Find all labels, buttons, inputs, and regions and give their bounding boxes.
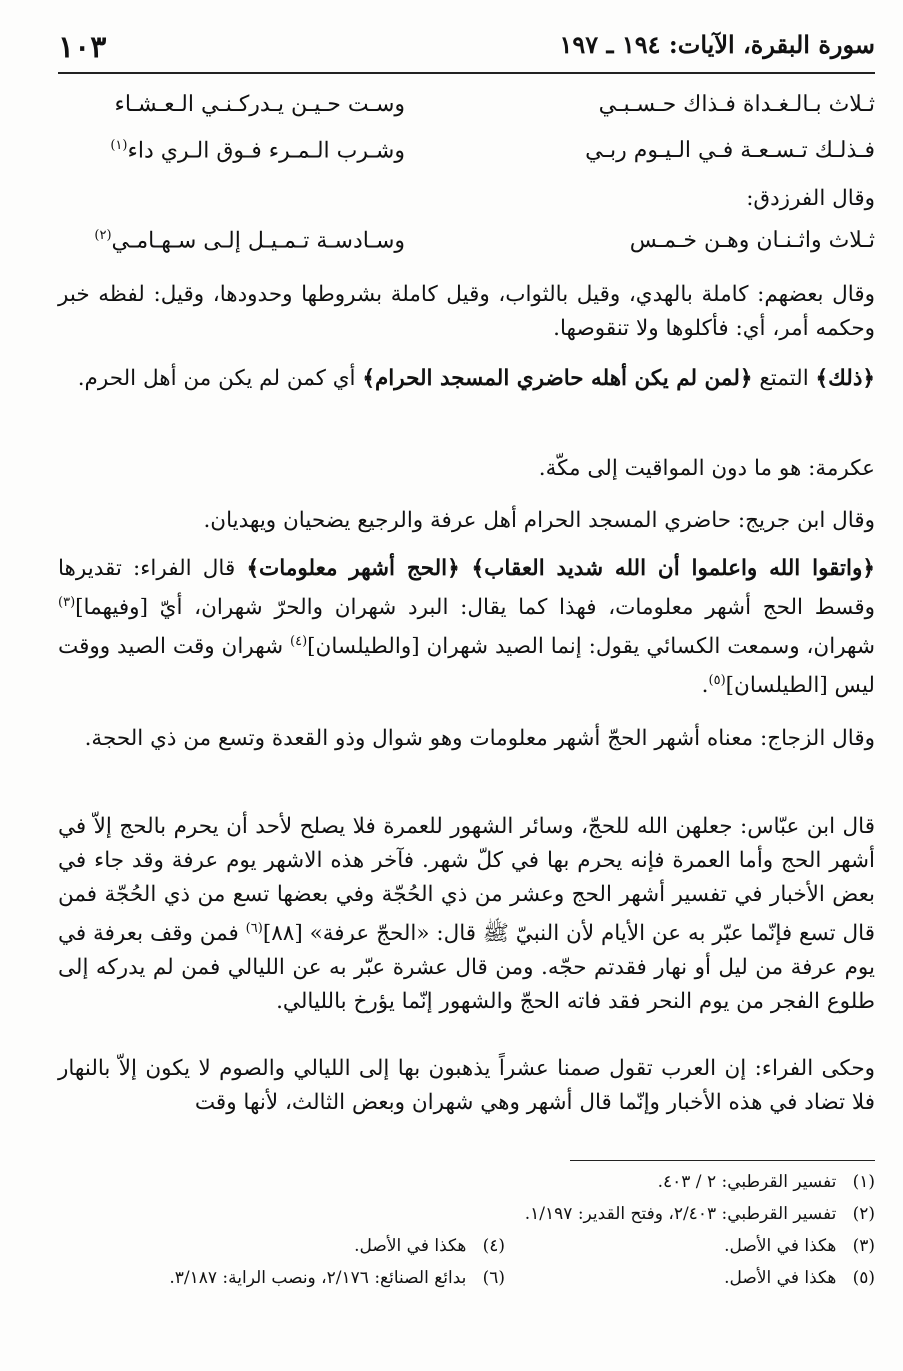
footnote-2: [525, 1204, 875, 1224]
verse-text: وسـادسـة تـمـيـل إلـى سـهـامـي: [111, 228, 405, 254]
verse-line-2: [58, 138, 875, 178]
text: قال الفراء: تقديرها وقسط الحج أشهر معلومات، فهذا كما يقال: البرد شهران والحرّ شهران، أيّ [وفيهما]: [58, 556, 875, 621]
verse-line-1: [58, 92, 875, 132]
footnote-6: [169, 1268, 505, 1288]
footnote-text: هكذا في الأصل.: [724, 1268, 837, 1288]
footnote-number: (٣): [852, 1236, 875, 1256]
verse-hemistich-1: فـذلـك تـسـعـة فـي الـيـوم ربـي: [585, 138, 875, 163]
text: .: [701, 673, 709, 699]
footnote-number: (٤): [482, 1236, 505, 1256]
footnote-ref: (٢): [94, 228, 112, 243]
paragraph-8: وحكى الفراء: إن العرب تقول صمنا عشراً يذهبون بها إلى الليالي والصوم لا يكون إلاّ بالنهار فلا تضاد في هذه الأخبار وإنّما قال أشهر وهي شهران وبعض الثالث، لأنها وقت: [58, 1056, 875, 1115]
verse-hemistich-2: [94, 228, 405, 253]
footnote-text: بدائع الصنائع: ٢/١٧٦، ونصب الراية: ٣/١٨٧.: [169, 1268, 467, 1288]
verse-text: وشـرب الـمـرء فـوق الـري داء: [127, 138, 405, 164]
footnote-text: هكذا في الأصل.: [354, 1236, 467, 1256]
footnote-number: (١): [852, 1172, 875, 1192]
footnote-ref: (١): [110, 138, 128, 153]
quran-quote: ﴿واتقوا الله واعلموا أن الله شديد العقاب﴾ ﴿الحج أشهر معلومات﴾: [246, 556, 875, 581]
quran-quote: ﴿ذلك﴾: [815, 366, 875, 391]
footnote-number: (٥): [852, 1268, 875, 1288]
verse-hemistich-2: وسـت حـيـن يـدركـنـي الـعـشـاء: [114, 92, 405, 117]
verse-hemistich-2: [110, 138, 405, 163]
footnote-number: (٢): [852, 1204, 875, 1224]
page-header: [58, 30, 875, 64]
header-rule: [58, 72, 875, 74]
footnote-ref: (٥): [708, 673, 726, 689]
page-number: ١٠٣: [58, 30, 107, 65]
text: شهران، وسمعت الكسائي يقول: إنما الصيد شهران [والطيلسان]: [307, 634, 875, 660]
verse-hemistich-1: ثـلاث واثـنـان وهـن خـمـس: [629, 228, 875, 253]
paragraph-4: وقال ابن جريج: حاضري المسجد الحرام أهل عرفة والرجيع يضحيان ويهديان.: [203, 508, 875, 533]
paragraph-7: [58, 810, 875, 1019]
text: التمتع: [752, 366, 816, 391]
footnote-text: تفسير القرطبي: ٢ / ٤٠٣.: [657, 1172, 837, 1192]
footnote-ref: (٤): [290, 634, 308, 650]
footnote-text: هكذا في الأصل.: [724, 1236, 837, 1256]
footnote-number: (٦): [482, 1268, 505, 1288]
surah-title: سورة البقرة، الآيات: ١٩٤ ـ ١٩٧: [559, 30, 875, 59]
footnote-text: تفسير القرطبي: ٢/٤٠٣، وفتح القدير: ١/١٩٧.: [524, 1204, 837, 1224]
text: شهران وقت الصيد ووقت ليس [الطيلسان]: [58, 634, 875, 699]
footnote-ref: (٦): [245, 921, 263, 936]
text: فمن وقف بعرفة في يوم عرفة من ليل أو نهار فقدتم حجّه. ومن قال عشرة عبّر به عن الليالي فمن لم يدركه إلى طلوع الفجر من يوم النحر فقد فاته الحجّ والشهور إنّما يؤرخ بالليالي.: [58, 921, 875, 1015]
paragraph-1: وقال بعضهم: كاملة بالهدي، وقيل بالثواب، وقيل كاملة بشروطها وحدودها، وقيل: لفظه خبر وحكمه أمر، أي: فأكلوها ولا تنقوصها.: [58, 282, 875, 341]
paragraph-5: [58, 552, 875, 703]
footnote-1: [658, 1172, 875, 1192]
farazdaq-intro: وقال الفرزدق:: [746, 186, 875, 211]
quran-quote: ﴿لمن لم يكن أهله حاضري المسجد الحرام﴾: [362, 366, 753, 391]
paragraph-3: عكرمة: هو ما دون المواقيت إلى مكّة.: [538, 456, 875, 481]
footnote-rule: [570, 1160, 875, 1161]
verse-hemistich-1: ثـلاث بـالـغـداة فـذاك حـسـبـي: [598, 92, 875, 117]
verse-line-3: [58, 228, 875, 268]
footnote-ref: (٣): [58, 595, 76, 610]
text: قال ابن عبّاس: جعلهن الله للحجّ، وسائر الشهور للعمرة فلا يصلح لأحد أن يحرم بالحج إلاّ في أشهر الحج وأما العمرة فإنه يحرم بها في كلّ شهر. فآخر هذه الاشهر يوم عرفة وقد جاء في بعض الأخبار في تفسير أشهر الحج وعشر من ذي الحُجّة وفي بعضها تسع من ذي الحُجّة فمن قال تسع فإنّما عبّر به عن الأيام لأن النبيّ ﷺ قال: «الحجّ عرفة» [٨٨]: [58, 814, 875, 947]
paragraph-2: [58, 362, 875, 396]
text: أي كمن لم يكن من أهل الحرم.: [77, 366, 363, 391]
paragraph-6: وقال الزجاج: معناه أشهر الحجّ أشهر معلومات وهو شوال وذو القعدة وتسع من ذي الحجة.: [84, 726, 875, 751]
footnote-4: [354, 1236, 505, 1256]
footnote-3: [724, 1236, 875, 1256]
footnote-5: [724, 1268, 875, 1288]
